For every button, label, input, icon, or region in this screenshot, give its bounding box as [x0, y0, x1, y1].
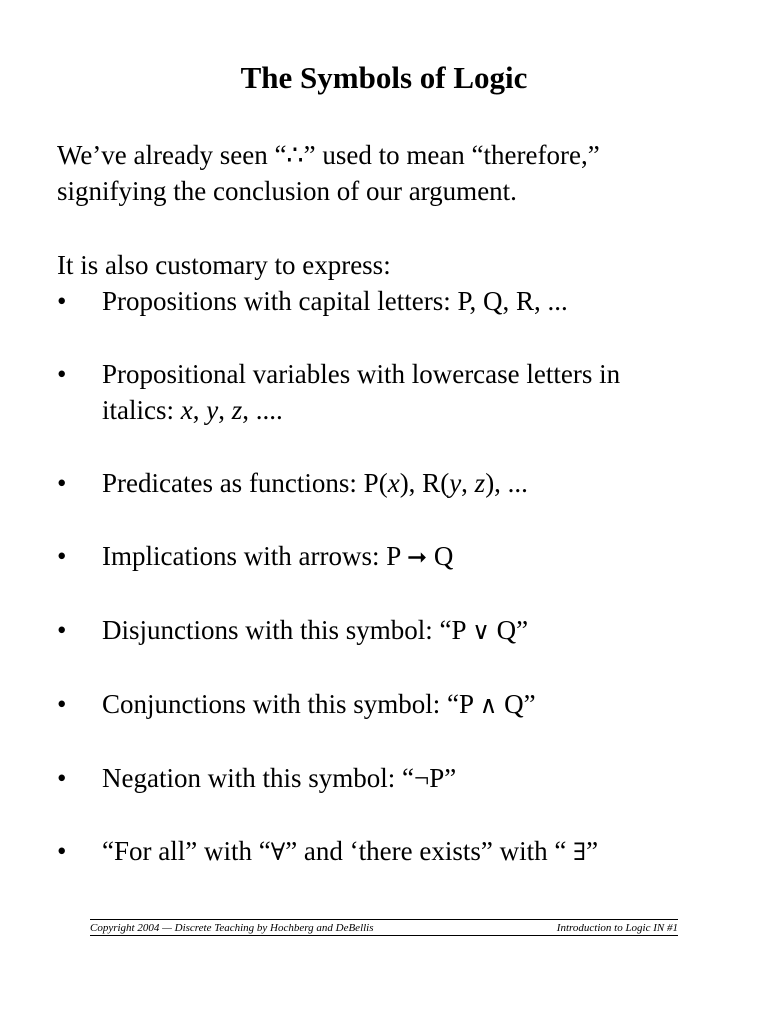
- forall-symbol-icon: ∀: [270, 838, 286, 866]
- not-symbol-icon: ¬: [413, 763, 430, 793]
- or-symbol-icon: ∨: [472, 617, 490, 645]
- text-segment: , ....: [242, 395, 283, 425]
- bullet-text: [102, 465, 737, 501]
- list-item-conjunctions: [57, 686, 737, 723]
- text-segment: ), R(: [399, 468, 450, 498]
- variable-z: z: [474, 468, 486, 498]
- variable-y: y: [449, 468, 462, 498]
- text-segment: ,: [461, 468, 475, 498]
- text-segment: Q”: [497, 689, 536, 719]
- bullet-text-line-2: italics: x, y, z, ....: [102, 395, 283, 425]
- footer-page-label: Introduction to Logic IN #1: [556, 922, 678, 934]
- list-item-propositions: [57, 283, 737, 319]
- arrow-icon: ➞: [406, 543, 428, 571]
- list-item-negation: [57, 760, 737, 796]
- bullet-icon: •: [57, 468, 67, 498]
- list-item-predicates: [57, 465, 737, 501]
- text-segment: ” and ‘there exists” with “: [285, 836, 574, 866]
- page-title: The Symbols of Logic: [240, 60, 528, 95]
- variable-z: z: [231, 395, 243, 425]
- footer-copyright: Copyright 2004 — Discrete Teaching by Hochberg and DeBellis: [90, 922, 374, 934]
- list-item-variables: [57, 356, 737, 428]
- list-item-disjunctions: [57, 612, 737, 649]
- symbol-list: [57, 283, 737, 907]
- bullet-text: Propositions with capital letters: P, Q, R, ...: [102, 286, 568, 316]
- text-segment: ), ...: [485, 468, 528, 498]
- bullet-text: [102, 686, 737, 723]
- intro-line-2: signifying the conclusion of our argument.: [57, 176, 517, 206]
- text-segment: Q”: [489, 615, 529, 645]
- variable-x: x: [387, 468, 400, 498]
- bullet-text: [102, 612, 737, 649]
- and-symbol-icon: ∧: [479, 691, 498, 719]
- bullet-text-line-1: Propositional variables with lowercase letters in: [102, 359, 621, 389]
- text-segment: Disjunctions with this symbol: “P: [102, 615, 473, 645]
- lead-sentence: It is also customary to express:: [57, 250, 391, 280]
- exists-symbol-icon: ∃: [573, 838, 587, 866]
- text-segment: ”: [586, 836, 599, 866]
- intro-line-1: We’ve already seen “∴” used to mean “therefore,”: [57, 140, 600, 170]
- text-segment: Negation with this symbol: “: [102, 763, 414, 793]
- variable-y: y: [206, 395, 219, 425]
- text-segment: Q: [427, 541, 454, 571]
- intro-paragraph: [57, 137, 737, 209]
- text-segment: Predicates as functions: P(: [102, 468, 388, 498]
- text-segment: P”: [429, 763, 457, 793]
- text-segment: “For all” with “: [102, 836, 271, 866]
- bullet-icon: •: [57, 286, 67, 316]
- page-footer: [90, 919, 678, 936]
- bullet-icon: •: [57, 615, 67, 645]
- list-item-implications: [57, 538, 737, 575]
- list-item-quantifiers: [57, 833, 737, 870]
- bullet-icon: •: [57, 359, 67, 389]
- bullet-icon: •: [57, 763, 67, 793]
- bullet-text: [102, 760, 737, 796]
- bullet-text: [102, 833, 737, 870]
- bullet-icon: •: [57, 689, 67, 719]
- bullet-text: [102, 538, 737, 575]
- bullet-icon: •: [57, 541, 67, 571]
- text-segment: italics:: [102, 395, 181, 425]
- bullet-icon: •: [57, 836, 67, 866]
- text-segment: Conjunctions with this symbol: “P: [102, 689, 480, 719]
- variable-x: x: [180, 395, 193, 425]
- text-segment: Implications with arrows: P: [102, 541, 407, 571]
